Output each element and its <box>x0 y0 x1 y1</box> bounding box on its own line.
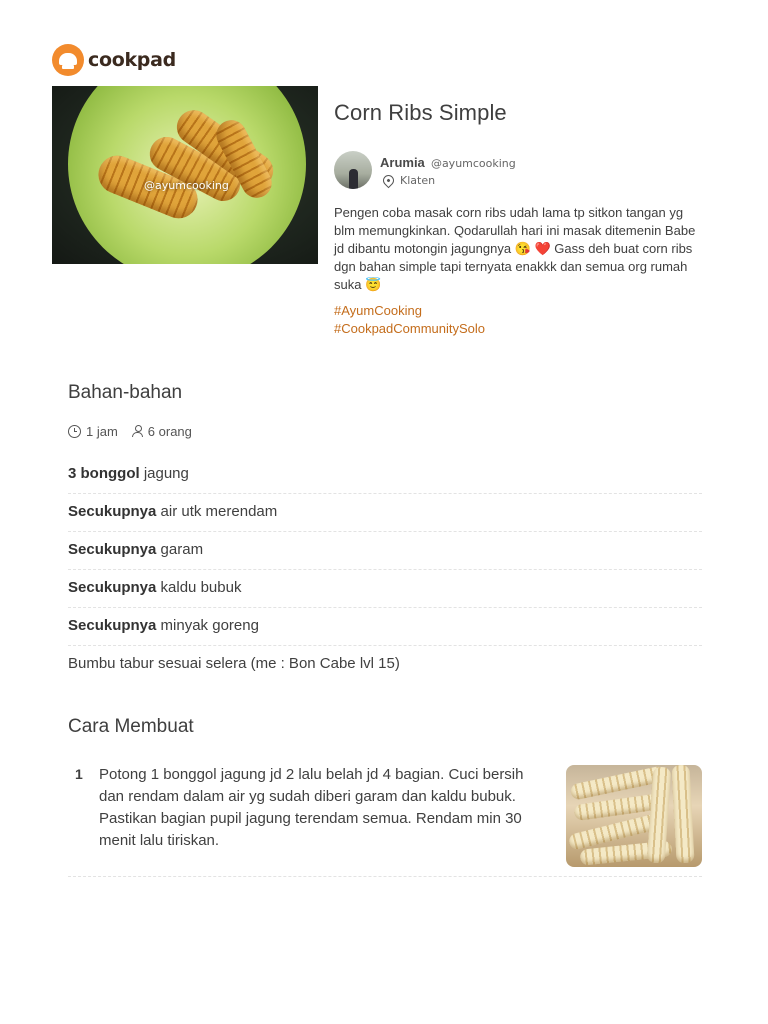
recipe-description: Pengen coba masak corn ribs udah lama tp sitkon tangan yg blm memungkinkan. Qodarullah hari ini masak ditemenin Babe jd dibantu motongin jagungnya 😘 ❤️ Gass deh buat corn ribs dgn bahan simple tapi ternyata enakkk dan semua org rumah suka 😇 <box>334 205 696 292</box>
ingredient-name: garam <box>156 541 204 558</box>
cook-time: 1 jam <box>86 424 118 439</box>
brand-name: cookpad <box>88 49 176 71</box>
ingredient-name: minyak goreng <box>156 617 259 634</box>
ingredient-name: Bumbu tabur sesuai selera (me : Bon Cabe lvl 15) <box>68 655 400 672</box>
ingredients-heading: Bahan-bahan <box>68 382 183 403</box>
ingredient-item <box>68 456 702 494</box>
author-handle[interactable]: @ayumcooking <box>430 157 516 170</box>
clock-icon <box>68 425 81 438</box>
hashtags <box>334 302 485 338</box>
chef-hat-icon <box>52 44 84 76</box>
ingredient-item <box>68 646 702 683</box>
ingredient-qty: Secukupnya <box>68 541 157 558</box>
step-photo[interactable] <box>566 765 702 867</box>
location-text: Klaten <box>400 174 436 187</box>
ingredient-item <box>68 570 702 608</box>
hashtag-link[interactable]: #AyumCooking <box>334 303 422 318</box>
recipe-meta <box>68 424 192 439</box>
step-number: 1 <box>75 766 83 782</box>
recipe-title: Corn Ribs Simple <box>334 100 507 125</box>
ingredient-qty: Secukupnya <box>68 617 157 634</box>
author-name[interactable]: Arumia <box>380 155 425 170</box>
hashtag-link[interactable]: #CookpadCommunitySolo <box>334 321 486 336</box>
ingredient-item <box>68 532 702 570</box>
step-item <box>68 764 702 877</box>
ingredient-qty: 3 bonggol <box>68 465 140 482</box>
ingredient-name: jagung <box>139 465 189 482</box>
ingredient-qty: Secukupnya <box>68 503 157 520</box>
author-info[interactable] <box>380 155 516 171</box>
ingredient-qty: Secukupnya <box>68 579 157 596</box>
person-icon <box>132 425 144 438</box>
ingredient-item <box>68 494 702 532</box>
step-text: Potong 1 bonggol jagung jd 2 lalu belah jd 4 bagian. Cuci bersih dan rendam dalam air yg sudah diberi garam dan kaldu bubuk. Pastikan bagian pupil jagung terendam semua. Rendam min 30 menit lalu tiriskan. <box>99 766 524 849</box>
photo-watermark: @ayumcooking <box>144 179 229 192</box>
steps-heading: Cara Membuat <box>68 716 194 737</box>
cookpad-logo[interactable] <box>52 44 176 76</box>
location-pin-icon <box>381 173 397 189</box>
ingredient-item <box>68 608 702 646</box>
servings: 6 orang <box>147 424 192 439</box>
ingredient-name: air utk merendam <box>156 503 278 520</box>
ingredient-list <box>68 456 702 683</box>
author-location <box>382 174 435 187</box>
ingredient-name: kaldu bubuk <box>156 579 242 596</box>
author-avatar[interactable] <box>334 151 372 189</box>
recipe-photo <box>52 86 318 264</box>
